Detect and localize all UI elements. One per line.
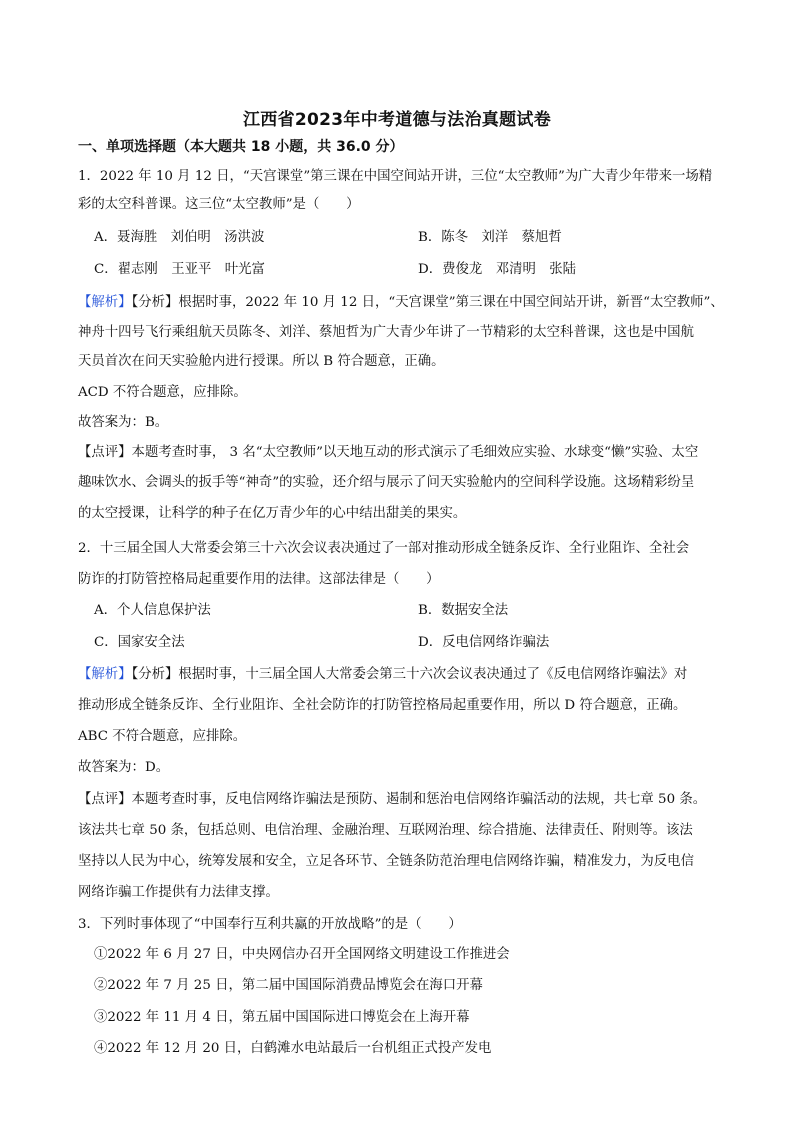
q1-analysis-line-2: 神舟十四号飞行乘组航天员陈冬、刘洋、蔡旭哲为广大青少年讲了一节精彩的太空科普课，这也是中国航 — [78, 325, 694, 340]
q2-stem-line-1: 2．十三届全国人大常委会第三十六次会议表决通过了一部对推动形成全链条反诈、全行业阻诈、全社会 — [78, 541, 690, 556]
q1-stem-line-2: 彩的太空科普课。这三位“太空教师”是（ ） — [78, 197, 360, 212]
q2-comment-line-2: 该法共七章 50 条，包括总则、电信治理、金融治理、互联网治理、综合措施、法律责任、附则等。该法 — [78, 823, 693, 838]
page-title: 江西省2023年中考道德与法治真题试卷 — [242, 110, 551, 130]
q1-analysis-line-4: ACD 不符合题意，应排除。 — [78, 385, 247, 400]
q1-comment-line-1: 【点评】本题考查时事， 3 名“太空教师”以天地互动的形式演示了毛细效应实验、水球变“懒”实验、太空 — [78, 445, 699, 460]
q3-stem: 3．下列时事体现了“中国奉行互利共赢的开放战略”的是（ ） — [78, 917, 462, 932]
q1-option-d: D．费俊龙 邓清明 张陆 — [418, 262, 577, 277]
q3-item-1: ①2022 年 6 月 27 日，中央网信办召开全国网络文明建设工作推进会 — [94, 947, 510, 962]
analysis-text: 【分析】根据时事，2022 年 10 月 12 日，“天宫课堂”第三课在中国空间站开讲，新晋“太空教师”、 — [131, 295, 724, 310]
q1-analysis-line-3: 天员首次在问天实验舱内进行授课。所以 B 符合题意，正确。 — [78, 354, 445, 369]
q2-option-a: A．个人信息保护法 — [94, 603, 211, 618]
q1-option-a: A．聂海胜 刘伯明 汤洪波 — [94, 230, 265, 245]
q3-item-2: ②2022 年 7 月 25 日，第二届中国国际消费品博览会在海口开幕 — [94, 978, 483, 993]
q1-option-b: B．陈冬 刘洋 蔡旭哲 — [418, 230, 562, 245]
q2-option-b: B．数据安全法 — [418, 603, 509, 618]
q3-item-4: ④2022 年 12 月 20 日，白鹤滩水电站最后一台机组正式投产发电 — [94, 1041, 492, 1056]
q2-comment-line-1: 【点评】本题考查时事，反电信网络诈骗法是预防、遏制和惩治电信网络诈骗活动的法规，共七章 50 条。 — [78, 792, 707, 807]
q2-analysis-line-2: 推动形成全链条反诈、全行业阻诈、全社会防诈的打防管控格局起重要作用，所以 D 符合题意，正确。 — [78, 698, 687, 713]
q2-analysis-line-1 — [78, 666, 687, 684]
q1-stem-line-1: 1．2022 年 10 月 12 日，“天宫课堂”第三课在中国空间站开讲，三位“太空教师”为广大青少年带来一场精 — [78, 169, 713, 184]
q3-item-3: ③2022 年 11 月 4 日，第五届中国国际进口博览会在上海开幕 — [94, 1010, 470, 1025]
analysis-tag: 【解析】 — [78, 295, 132, 310]
analysis-tag: 【解析】 — [78, 667, 132, 682]
q1-comment-line-3: 的太空授课，让科学的种子在亿万青少年的心中结出甜美的果实。 — [78, 506, 467, 521]
q2-answer: 故答案为：D。 — [78, 760, 170, 775]
analysis-text: 【分析】根据时事，十三届全国人大常委会第三十六次会议表决通过了《反电信网络诈骗法》对 — [131, 667, 688, 682]
q2-comment-line-4: 网络诈骗工作提供有力法律支撑。 — [78, 885, 279, 900]
q2-stem-line-2: 防诈的打防管控格局起重要作用的法律。这部法律是（ ） — [78, 572, 440, 587]
q2-analysis-line-3: ABC 不符合题意，应排除。 — [78, 729, 247, 744]
q2-comment-line-3: 坚持以人民为中心，统筹发展和安全，立足各环节、全链条防范治理电信网络诈骗，精准发力，为反电信 — [78, 854, 694, 869]
q2-option-d: D．反电信网络诈骗法 — [418, 635, 550, 650]
q2-option-c: C．国家安全法 — [94, 635, 185, 650]
q1-answer: 故答案为：B。 — [78, 415, 169, 430]
q1-analysis-line-1 — [78, 294, 724, 312]
q1-comment-line-2: 趣味饮水、会调头的扳手等“神奇”的实验，还介绍与展示了问天实验舱内的空间科学设施。这场精彩纷呈 — [78, 475, 695, 490]
section-heading: 一、单项选择题（本大题共 18 小题，共 36.0 分） — [78, 139, 404, 155]
q1-option-c: C．翟志刚 王亚平 叶光富 — [94, 262, 265, 277]
